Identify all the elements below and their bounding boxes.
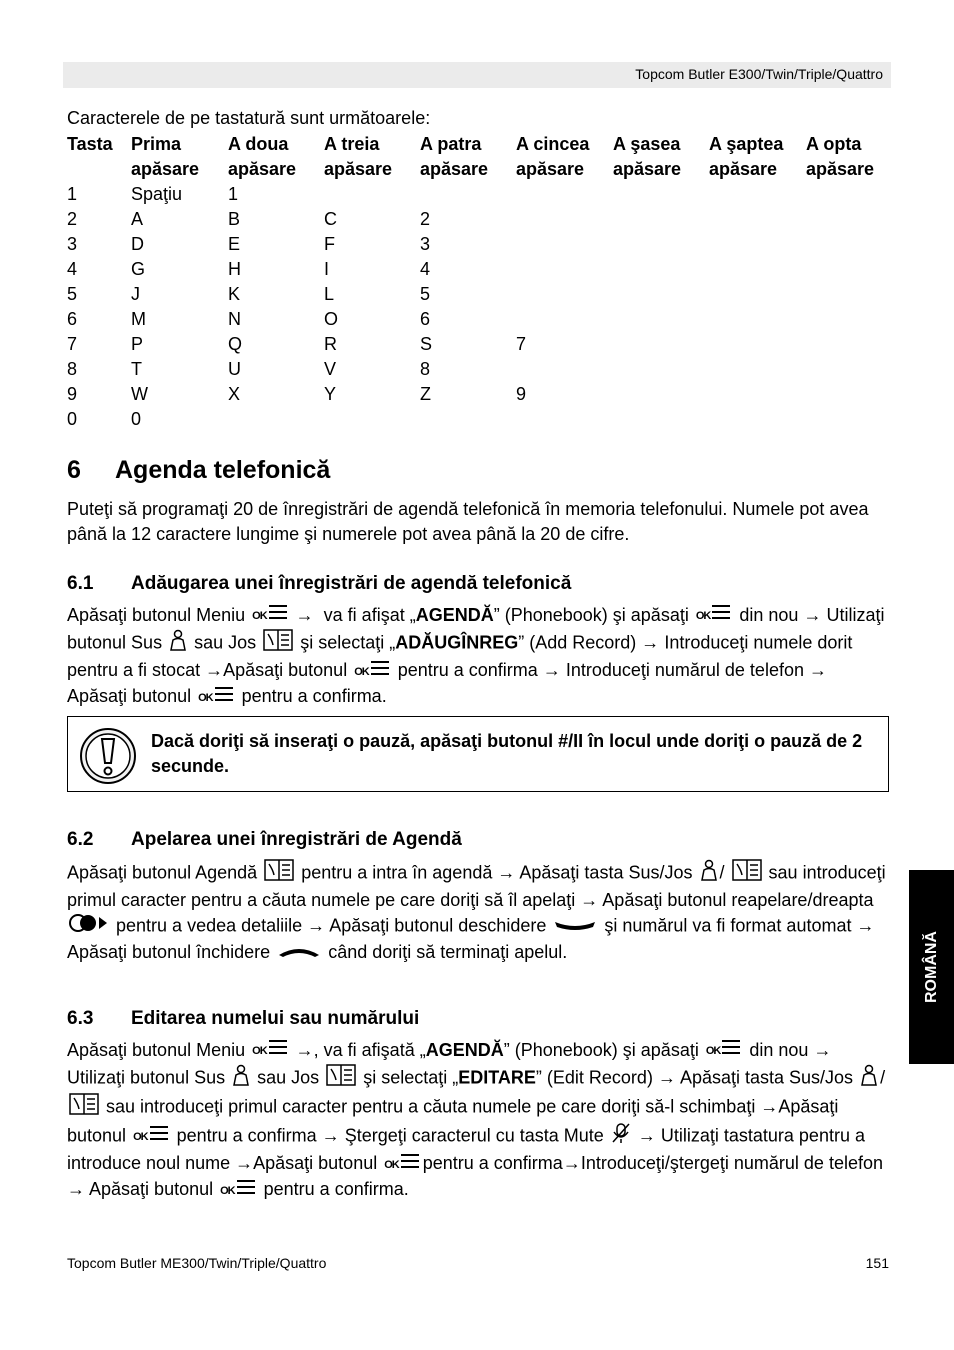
table-cell [806,357,890,382]
section-6-3-heading [67,1008,419,1030]
table-cell [806,332,890,357]
section-6-text: Puteţi să programaţi 20 de înregistrări de agendă telefonică în memoria telefonului. Numele pot avea până la 12 caractere lungime şi numerele pot avea până la 20 de cifre. [67,499,869,544]
table-cell: 3 [67,234,78,254]
table-cell: 6 [420,309,431,329]
language-tab [909,870,954,1064]
text: din nou [749,1040,809,1060]
up-person-icon [700,859,718,888]
redial-right-icon [69,913,109,940]
table-cell [228,407,324,432]
table-cell [516,232,613,257]
table-cell: 9 [516,384,527,404]
note-text: Dacă doriţi să inseraţi o pauză, apăsaţi butonul #/II în locul unde doriţi o pauză de 2 secunde. [151,731,863,776]
text: pentru a confirma [176,1125,317,1146]
text: Introduceţi/ştergeţi numărul de telefon [580,1153,883,1174]
table-cell: 7 [516,334,527,354]
table-cell: O [324,309,339,329]
text: pentru a confirma. [263,1179,409,1200]
arrow-icon: → [295,605,314,625]
column-header: A patra apăsare [420,134,489,179]
slash: / [719,862,725,883]
section-number: 6.2 [67,829,94,850]
text: ” (Phonebook) şi apăsaţi [503,1040,699,1060]
text: ” (Add Record) [518,632,637,653]
table-cell: G [131,259,146,279]
text: Apăsaţi butonul Meniu [67,1040,246,1060]
text: din nou [739,605,799,625]
phonebook-icon [263,629,293,658]
section-number: 6.3 [67,1008,94,1029]
column-header: A treia apăsare [324,134,393,179]
table-row [67,407,890,432]
text: , va fi afişată „ [313,1040,426,1060]
arrow-icon: → [813,1040,832,1060]
table-cell: K [228,284,241,304]
text: Apăsaţi butonul Agendă [67,862,258,883]
table-cell [613,257,709,282]
table-cell: A [131,209,144,229]
text: sau Jos [257,1067,320,1088]
column-header: Tasta [67,134,113,154]
phonebook-icon [732,859,762,888]
phonebook-icon [326,1064,356,1093]
intro-text: Caracterele de pe tastatură sunt următoarele: [67,108,431,128]
table-cell [709,207,806,232]
table-cell: 8 [67,359,78,379]
arrow-icon: → [856,915,875,936]
section-title: Apelarea unei înregistrări de Agendă [131,829,462,850]
table-cell: F [324,234,335,254]
mute-icon [611,1122,631,1151]
arrow-icon: → [205,660,224,681]
table-row [67,207,890,232]
arrow-icon: → [307,915,326,936]
text: Apăsaţi tasta Sus/Jos [679,1067,854,1088]
table-cell: Z [420,384,431,404]
table-cell: 5 [67,284,78,304]
table-cell [709,357,806,382]
text: Utilizaţi butonul Sus [67,605,885,653]
table-cell: 1 [228,184,239,204]
text: Apăsaţi butonul [67,1096,839,1146]
table-cell [709,307,806,332]
text: Introduceţi numărul de telefon [565,660,804,681]
table-cell: H [228,259,241,279]
up-person-icon [232,1064,250,1093]
text: şi selectaţi „ [300,632,396,653]
up-person-icon [860,1064,878,1093]
table-cell: L [324,284,335,304]
table-cell [516,307,613,332]
language-tab-label: ROMÂNĂ [922,931,940,1003]
text: ” (Edit Record) [535,1067,653,1088]
table-row [67,257,890,282]
section-6-1-text [67,603,891,710]
text: sau introduceţi primul caracter pentru a căuta numele pe care doriţi să îl apelaţi [67,862,886,910]
table-cell: Q [228,334,243,354]
table-cell [806,382,890,407]
table-cell [613,207,709,232]
warning-icon [79,727,137,785]
text: sau introduceţi primul caracter pentru a căuta numele pe care doriţi să-l schimbaţi [106,1096,756,1117]
ok-menu-icon: OK [706,1038,743,1064]
phonebook-icon [264,859,294,888]
table-cell: 3 [420,234,431,254]
ok-menu-icon: OK [384,1152,421,1178]
table-cell: 6 [67,309,78,329]
table-cell [806,307,890,332]
arrow-icon: → [760,1096,779,1117]
text: Apăsaţi tasta Sus/Jos [519,862,693,883]
arrow-icon: → [497,862,516,883]
table-cell: 2 [67,209,78,229]
text: ” (Phonebook) şi apăsaţi [493,605,689,625]
table-cell [806,182,890,207]
arrow-icon: → [637,1125,656,1146]
slash: / [880,1067,886,1088]
table-row [67,332,890,357]
table-cell [613,307,709,332]
column-header: A opta apăsare [806,134,875,179]
table-cell: B [228,209,241,229]
text: pentru a vedea detaliile [116,915,303,936]
table-cell: 5 [420,284,431,304]
table-row [67,382,890,407]
table-row [67,357,890,382]
table-cell: 1 [67,184,78,204]
table-cell: N [228,309,241,329]
arrow-icon: → [809,660,827,681]
section-title: Editarea numelui sau numărului [131,1008,420,1029]
table-row [67,232,890,257]
table-cell [516,257,613,282]
arrow-icon: → [295,1040,314,1060]
text: Apăsaţi butonul reapelare/dreapta [602,890,874,910]
arrow-icon: → [562,1153,581,1174]
arrow-icon: → [67,1179,85,1200]
table-cell: R [324,334,337,354]
table-cell: V [324,359,337,379]
column-header: A doua apăsare [228,134,297,179]
arrow-icon: → [657,1067,676,1088]
table-cell: D [131,234,144,254]
text-bold: AGENDĂ [425,1040,504,1060]
table-row [67,307,890,332]
table-cell [806,232,890,257]
note-box [67,716,889,792]
ok-menu-icon: OK [252,603,289,629]
text: sau Jos [194,632,257,653]
text: pentru a confirma. [241,686,387,707]
table-cell [709,257,806,282]
table-cell [324,182,420,207]
arrow-icon: → [321,1125,340,1146]
table-cell [709,182,806,207]
arrow-icon: → [542,660,561,681]
text: Apăsaţi butonul deschidere [329,915,547,936]
table-cell: 4 [420,259,431,279]
header-bar [63,62,891,88]
column-header: A şaptea apăsare [709,134,784,179]
table-cell: J [131,284,140,304]
text: Introduceţi numele dorit pentru a fi stocat [67,632,853,681]
table-cell [516,182,613,207]
table-cell: 0 [67,409,78,429]
text: şi numărul va fi format automat [604,915,852,936]
text: Apăsaţi butonul Meniu [67,605,246,625]
table-cell: U [228,359,241,379]
section-title: Adăugarea unei înregistrări de agendă telefonică [131,573,572,594]
section-title: Agenda telefonică [115,456,331,484]
table-cell [613,332,709,357]
table-cell: I [324,259,330,279]
ok-menu-icon: OK [354,659,391,685]
text: va fi afişat „ [323,605,416,625]
section-6-1-heading [67,573,571,595]
column-header: A cincea apăsare [516,134,590,179]
arrow-icon: → [803,605,822,625]
text: pentru a confirma [422,1153,563,1174]
hangup-icon [277,941,321,966]
table-cell [516,207,613,232]
table-cell [516,357,613,382]
table-cell [420,182,516,207]
table-cell [709,232,806,257]
arrow-icon: → [641,632,660,653]
key-table [67,132,890,432]
column-header: A şasea apăsare [613,134,682,179]
table-cell: E [228,234,241,254]
table-cell [709,407,806,432]
ok-menu-icon: OK [220,1178,257,1204]
text: când doriţi să terminaţi apelul. [328,942,568,962]
text: pentru a confirma [397,660,538,681]
table-header-row [67,132,890,182]
table-cell: W [131,384,148,404]
text: pentru a intra în agendă [301,862,493,883]
table-cell [709,332,806,357]
table-cell: Spaţiu [131,184,183,204]
table-row [67,182,890,207]
table-cell: 7 [67,334,78,354]
table-row [67,282,890,307]
section-6-2-heading [67,829,462,851]
arrow-icon: → [580,890,599,910]
footer-title: Topcom Butler ME300/Twin/Triple/Quattro [67,1255,327,1271]
header-title: Topcom Butler E300/Twin/Triple/Quattro [635,66,883,82]
table-cell [709,382,806,407]
table-cell: M [131,309,146,329]
table-cell: 8 [420,359,431,379]
table-cell: 2 [420,209,431,229]
table-cell [613,282,709,307]
section-6-heading [67,456,330,485]
table-cell: P [131,334,144,354]
ok-menu-icon: OK [696,603,733,629]
table-cell [709,282,806,307]
table-cell: X [228,384,241,404]
text: Utilizaţi butonul Sus [67,1067,226,1088]
text-bold: AGENDĂ [415,605,494,625]
table-cell [806,207,890,232]
table-cell [613,357,709,382]
text: Apăsaţi butonul [67,686,192,707]
table-cell [324,407,420,432]
table-cell [613,407,709,432]
section-number: 6 [67,456,81,484]
text-bold: EDITARE [458,1067,536,1088]
table-cell: 0 [131,409,142,429]
table-cell: Y [324,384,337,404]
text: Apăsaţi butonul [223,660,348,681]
text: Apăsaţi butonul [89,1179,214,1200]
column-header: Prima apăsare [131,134,200,179]
table-cell: 9 [67,384,78,404]
call-icon [553,914,597,939]
text: Apăsaţi butonul [253,1153,378,1174]
text: Apăsaţi butonul închidere [67,942,271,962]
ok-menu-icon: OK [252,1038,289,1064]
table-cell: 4 [67,259,78,279]
table-cell: C [324,209,337,229]
ok-menu-icon: OK [133,1124,170,1150]
table-cell: T [131,359,142,379]
up-person-icon [169,629,187,658]
text-bold: ADĂUGÎNREG [395,632,519,653]
phonebook-icon [69,1093,99,1122]
section-number: 6.1 [67,573,94,594]
table-cell [516,407,613,432]
table-cell [806,407,890,432]
text: Utilizaţi tastatura pentru a introduce noul nume [67,1125,865,1174]
table-cell: S [420,334,433,354]
table-cell [613,182,709,207]
section-6-3-text [67,1038,891,1203]
table-cell [516,282,613,307]
arrow-icon: → [235,1153,254,1174]
page-number: 151 [865,1255,889,1271]
table-cell [806,282,890,307]
text: şi selectaţi „ [363,1067,459,1088]
table-cell [420,407,516,432]
table-cell [613,382,709,407]
text: Ştergeţi caracterul cu tasta Mute [344,1125,604,1146]
table-cell [613,232,709,257]
ok-menu-icon: OK [198,685,235,711]
section-6-2-text [67,859,891,966]
table-cell [806,257,890,282]
